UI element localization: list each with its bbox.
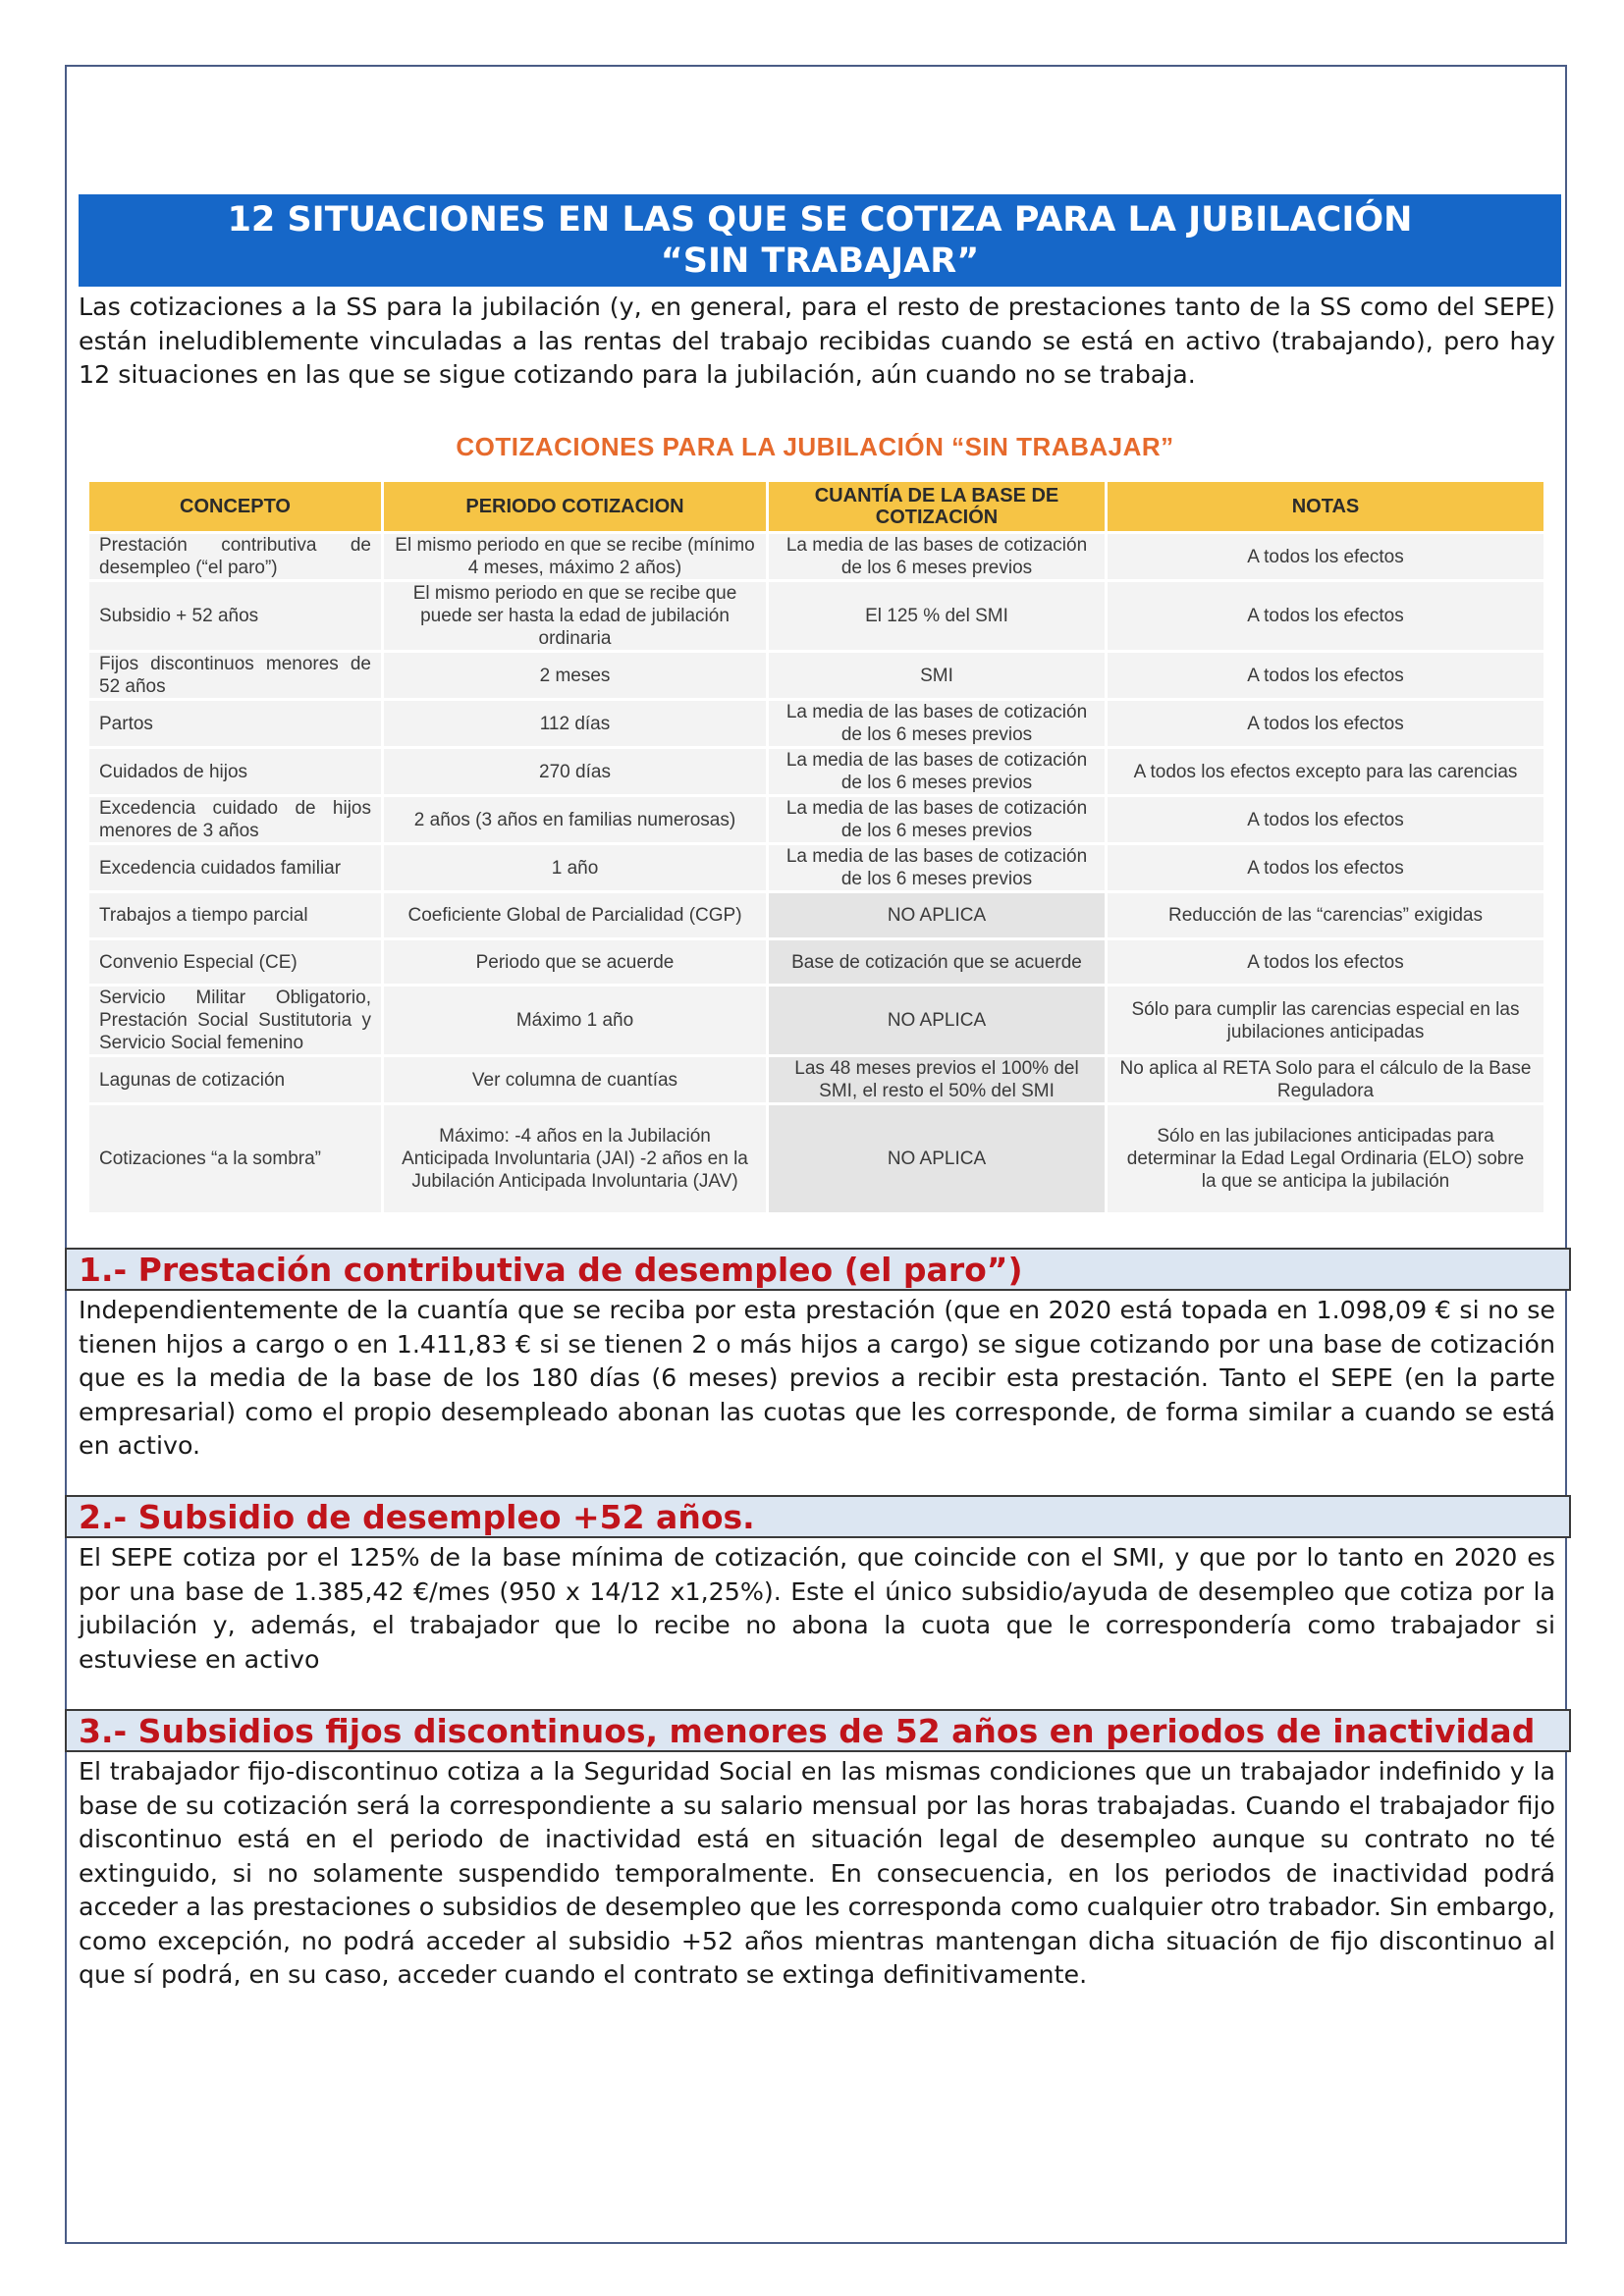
table-row bbox=[88, 939, 1545, 986]
cell-notas: A todos los efectos bbox=[1107, 533, 1545, 581]
cell-notas: Reducción de las “carencias” exigidas bbox=[1107, 892, 1545, 939]
cell-periodo: 1 año bbox=[383, 844, 768, 892]
page-title bbox=[79, 194, 1561, 287]
cell-concepto: Excedencia cuidado de hijos menores de 3 años bbox=[88, 796, 383, 844]
cell-periodo: El mismo periodo en que se recibe (mínimo 4 meses, máximo 2 años) bbox=[383, 533, 768, 581]
cell-notas: A todos los efectos bbox=[1107, 939, 1545, 986]
cell-cuantia: NO APLICA bbox=[768, 892, 1107, 939]
cell-cuantia: El 125 % del SMI bbox=[768, 581, 1107, 652]
section-1-title: 1.- Prestación contributiva de desempleo (el paro”) bbox=[79, 1251, 1023, 1289]
cell-concepto: Prestación contributiva de desempleo (“el paro”) bbox=[88, 533, 383, 581]
table-row bbox=[88, 892, 1545, 939]
table-row bbox=[88, 986, 1545, 1056]
cotizaciones-table bbox=[86, 479, 1546, 1215]
table-row bbox=[88, 796, 1545, 844]
cell-cuantia: La media de las bases de cotización de los 6 meses previos bbox=[768, 748, 1107, 796]
header-concepto: CONCEPTO bbox=[88, 481, 383, 533]
page-title-line2: “SIN TRABAJAR” bbox=[660, 241, 980, 281]
cell-periodo: El mismo periodo en que se recibe que puede ser hasta la edad de jubilación ordinaria bbox=[383, 581, 768, 652]
cell-concepto: Fijos discontinuos menores de 52 años bbox=[88, 652, 383, 700]
cell-notas: No aplica al RETA Solo para el cálculo de la Base Reguladora bbox=[1107, 1056, 1545, 1104]
cell-concepto: Partos bbox=[88, 700, 383, 748]
table-row bbox=[88, 652, 1545, 700]
cell-cuantia: La media de las bases de cotización de los 6 meses previos bbox=[768, 533, 1107, 581]
cell-periodo: Máximo: -4 años en la Jubilación Anticipada Involuntaria (JAI) -2 años en la Jubilación Anticipada Involuntaria (JAV) bbox=[383, 1104, 768, 1214]
cell-cuantia: La media de las bases de cotización de los 6 meses previos bbox=[768, 844, 1107, 892]
table-row bbox=[88, 581, 1545, 652]
section-3-body: El trabajador fijo-discontinuo cotiza a la Seguridad Social en las mismas condiciones que un trabajador indefinido y la base de su cotización será la correspondiente a su salario mensual por las horas trabajadas. Cuando el trabajador fijo discontinuo está en el periodo de inactividad está en situación legal de desempleo aunque su contrato no té extinguido, si no solamente suspendido temporalmente. En consecuencia, en los periodos de inactividad podrá acceder a las prestaciones o subsidios de desempleo que les corresponda como cualquier otro trabador. Sin embargo, como excepción, no podrá acceder al subsidio +52 años mientras mantengan dicha situación de fijo discontinuo al que sí podrá, en su caso, acceder cuando el contrato se extinga definitivamente. bbox=[79, 1757, 1555, 1989]
header-cuantia: CUANTÍA DE LA BASE DE COTIZACIÓN bbox=[768, 481, 1107, 533]
cell-periodo: Coeficiente Global de Parcialidad (CGP) bbox=[383, 892, 768, 939]
cell-notas: A todos los efectos bbox=[1107, 652, 1545, 700]
cell-concepto: Subsidio + 52 años bbox=[88, 581, 383, 652]
table-row bbox=[88, 1104, 1545, 1214]
cell-notas: A todos los efectos bbox=[1107, 700, 1545, 748]
cell-cuantia: La media de las bases de cotización de los 6 meses previos bbox=[768, 700, 1107, 748]
cell-cuantia: Las 48 meses previos el 100% del SMI, el resto el 50% del SMI bbox=[768, 1056, 1107, 1104]
cell-notas: A todos los efectos bbox=[1107, 844, 1545, 892]
cell-concepto: Lagunas de cotización bbox=[88, 1056, 383, 1104]
table-row bbox=[88, 700, 1545, 748]
cell-periodo: Ver columna de cuantías bbox=[383, 1056, 768, 1104]
cell-cuantia: NO APLICA bbox=[768, 1104, 1107, 1214]
cell-concepto: Trabajos a tiempo parcial bbox=[88, 892, 383, 939]
cell-concepto: Excedencia cuidados familiar bbox=[88, 844, 383, 892]
cell-cuantia: La media de las bases de cotización de los 6 meses previos bbox=[768, 796, 1107, 844]
table-header-row bbox=[88, 481, 1545, 533]
cell-periodo: 2 años (3 años en familias numerosas) bbox=[383, 796, 768, 844]
header-periodo: PERIODO COTIZACION bbox=[383, 481, 768, 533]
cell-concepto: Cuidados de hijos bbox=[88, 748, 383, 796]
section-2-title: 2.- Subsidio de desempleo +52 años. bbox=[79, 1498, 755, 1536]
cell-periodo: 2 meses bbox=[383, 652, 768, 700]
cell-periodo: 112 días bbox=[383, 700, 768, 748]
section-1-body: Independientemente de la cuantía que se reciba por esta prestación (que en 2020 está topada en 1.098,09 € si no se tienen hijos a cargo o en 1.411,83 € si se tienen 2 o más hijos a cargo) se sigue cotizando por una base de cotización que es la media de la base de los 180 días (6 meses) previos a recibir esta prestación. Tanto el SEPE (en la parte empresarial) como el propio desempleado abonan las cuotas que les corresponde, de forma similar a cuando se está en activo. bbox=[79, 1296, 1555, 1460]
cell-concepto: Cotizaciones “a la sombra” bbox=[88, 1104, 383, 1214]
table-row bbox=[88, 844, 1545, 892]
cell-concepto: Servicio Militar Obligatorio, Prestación Social Sustitutoria y Servicio Social femenino bbox=[88, 986, 383, 1056]
figure-title: COTIZACIONES PARA LA JUBILACIÓN “SIN TRABAJAR” bbox=[456, 432, 1174, 461]
cell-notas: A todos los efectos bbox=[1107, 581, 1545, 652]
cell-notas: Sólo para cumplir las carencias especial en las jubilaciones anticipadas bbox=[1107, 986, 1545, 1056]
cell-cuantia: SMI bbox=[768, 652, 1107, 700]
cell-notas: A todos los efectos excepto para las carencias bbox=[1107, 748, 1545, 796]
cell-periodo: 270 días bbox=[383, 748, 768, 796]
header-notas: NOTAS bbox=[1107, 481, 1545, 533]
table-row bbox=[88, 533, 1545, 581]
cell-periodo: Máximo 1 año bbox=[383, 986, 768, 1056]
section-3-title: 3.- Subsidios fijos discontinuos, menores de 52 años en periodos de inactividad bbox=[79, 1712, 1536, 1750]
section-2-body: El SEPE cotiza por el 125% de la base mínima de cotización, que coincide con el SMI, y que por lo tanto en 2020 es por una base de 1.385,42 €/mes (950 x 14/12 x1,25%). Este el único subsidio/ayuda de desempleo que cotiza por la jubilación y, además, el trabajador que lo recibe no abona la cuota que le correspondería como trabajador si estuviese en activo bbox=[79, 1543, 1555, 1674]
page-title-line1: 12 SITUACIONES EN LAS QUE SE COTIZA PARA LA JUBILACIÓN bbox=[227, 200, 1413, 240]
cell-notas: Sólo en las jubilaciones anticipadas para determinar la Edad Legal Ordinaria (ELO) sobre la que se anticipa la jubilación bbox=[1107, 1104, 1545, 1214]
table-row bbox=[88, 748, 1545, 796]
cell-cuantia: NO APLICA bbox=[768, 986, 1107, 1056]
table-row bbox=[88, 1056, 1545, 1104]
intro-paragraph: Las cotizaciones a la SS para la jubilación (y, en general, para el resto de prestaciones tanto de la SS como del SEPE) están ineludiblemente vinculadas a las rentas del trabajo recibidas cuando se está en activo (trabajando), pero hay 12 situaciones en las que se sigue cotizando para la jubilación, aún cuando no se trabaja. bbox=[79, 293, 1555, 389]
cell-notas: A todos los efectos bbox=[1107, 796, 1545, 844]
cell-periodo: Periodo que se acuerde bbox=[383, 939, 768, 986]
cell-cuantia: Base de cotización que se acuerde bbox=[768, 939, 1107, 986]
cell-concepto: Convenio Especial (CE) bbox=[88, 939, 383, 986]
